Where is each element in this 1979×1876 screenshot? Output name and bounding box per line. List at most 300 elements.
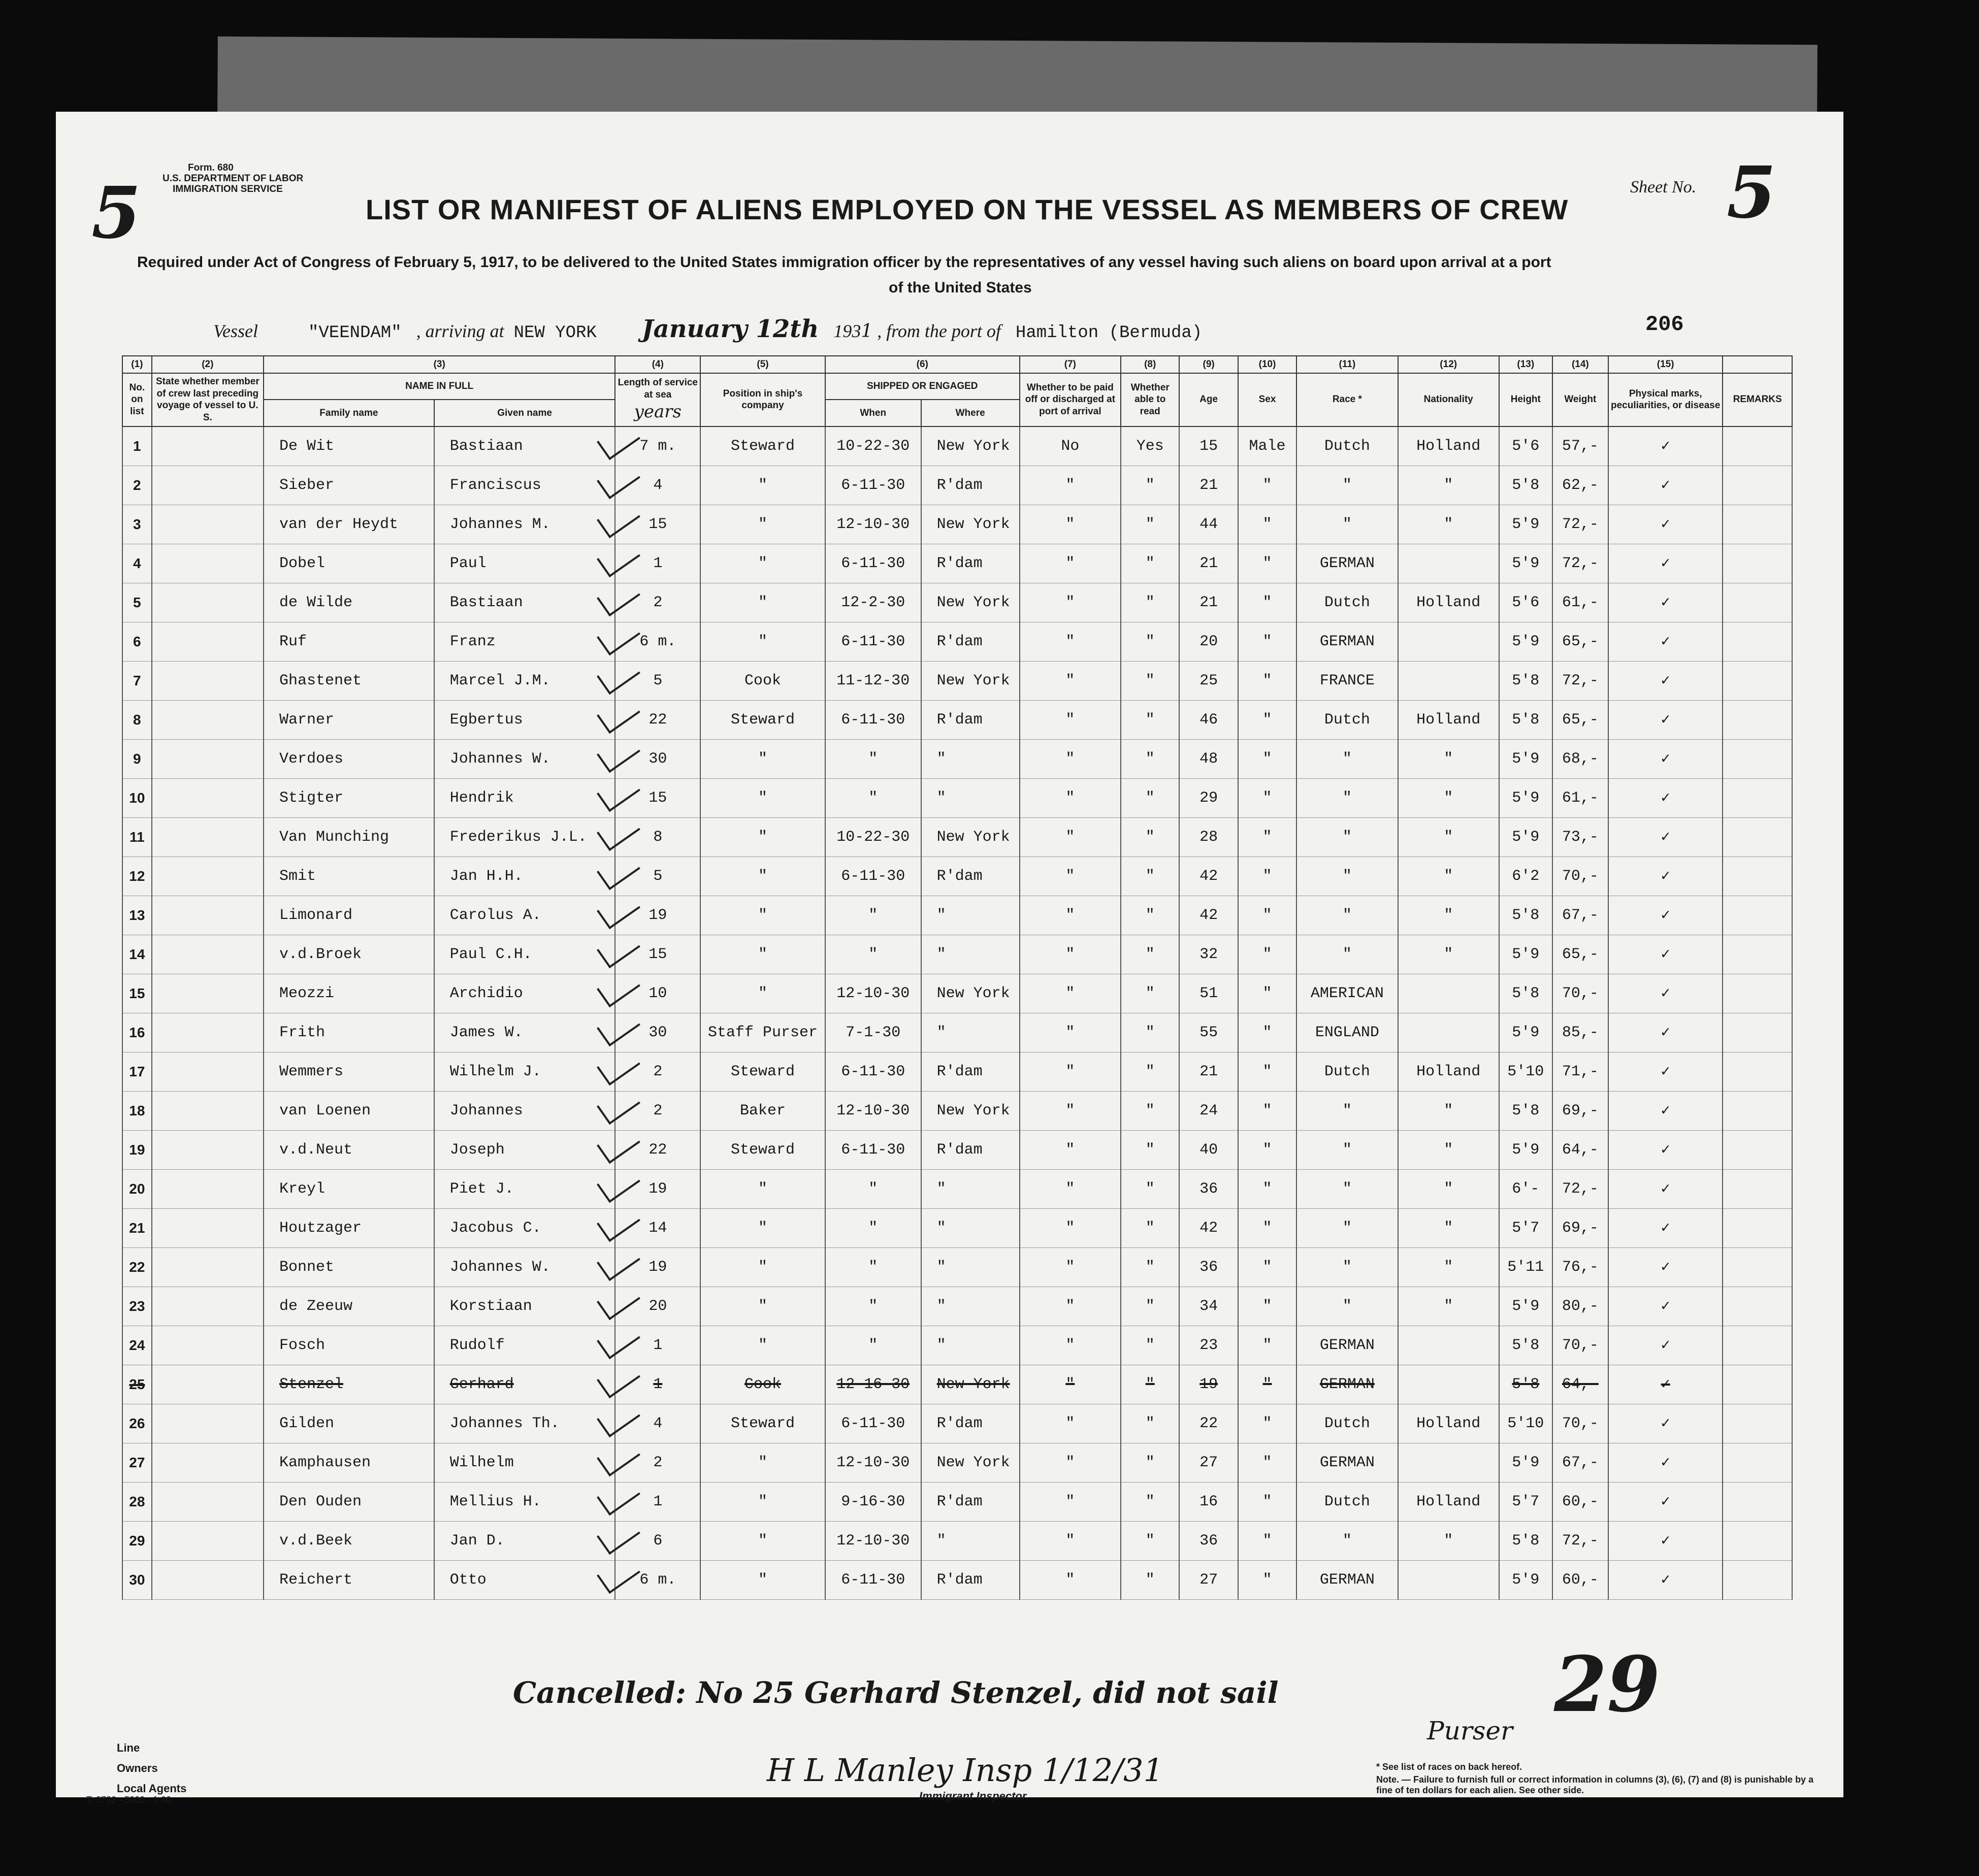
- col-num-2: (2): [152, 356, 264, 373]
- cell-where: R'dam: [921, 1052, 1020, 1091]
- cell-race: ": [1296, 505, 1398, 544]
- cell-read: ": [1121, 1404, 1179, 1443]
- header-where: Where: [921, 400, 1020, 426]
- cell-when: 6-11-30: [825, 1560, 921, 1599]
- cell-sex: ": [1238, 1365, 1296, 1404]
- cell-blank: [152, 426, 264, 466]
- cell-blank: [152, 1130, 264, 1169]
- cell-phys: ✓: [1608, 661, 1723, 700]
- cell-rem: [1723, 1326, 1792, 1365]
- cell-race: ": [1296, 935, 1398, 974]
- cell-race: Dutch: [1296, 700, 1398, 739]
- cell-weight: 70,-: [1552, 857, 1608, 896]
- table-row: [122, 622, 1792, 661]
- header-length-of-service: Length of service at sea years: [615, 373, 700, 426]
- cell-read: ": [1121, 622, 1179, 661]
- cell-weight: 65,-: [1552, 935, 1608, 974]
- cell-rem: [1723, 1560, 1792, 1599]
- cell-position: Cook: [700, 1365, 825, 1404]
- cell-service: 8: [615, 817, 700, 857]
- cell-position: ": [700, 1482, 825, 1521]
- cell-position: ": [700, 739, 825, 778]
- cell-height: 5'9: [1499, 544, 1552, 583]
- cell-no: 16: [122, 1013, 152, 1052]
- cell-paid: ": [1020, 1521, 1121, 1560]
- cell-no: 21: [122, 1208, 152, 1247]
- cell-position: ": [700, 935, 825, 974]
- cell-blank: [152, 1326, 264, 1365]
- cell-nationality: [1398, 974, 1499, 1013]
- cell-family: v.d.Neut: [264, 1130, 434, 1169]
- cell-nationality: ": [1398, 1130, 1499, 1169]
- cell-rem: [1723, 700, 1792, 739]
- cell-phys: ✓: [1608, 1208, 1723, 1247]
- cell-family: Limonard: [264, 896, 434, 935]
- arriving-label: , arriving at: [416, 321, 504, 341]
- cell-read: ": [1121, 739, 1179, 778]
- vessel-line: [213, 315, 1202, 343]
- cell-height: 5'6: [1499, 426, 1552, 466]
- cell-read: ": [1121, 1052, 1179, 1091]
- cell-service: 2: [615, 1443, 700, 1482]
- cell-service: 6 m.: [615, 622, 700, 661]
- cell-paid: ": [1020, 700, 1121, 739]
- cell-weight: 67,-: [1552, 896, 1608, 935]
- cell-paid: ": [1020, 739, 1121, 778]
- cell-position: Steward: [700, 700, 825, 739]
- cell-nationality: Holland: [1398, 426, 1499, 466]
- cell-family: Sieber: [264, 466, 434, 505]
- cell-race: ": [1296, 896, 1398, 935]
- cell-position: Staff Purser: [700, 1013, 825, 1052]
- cell-position: ": [700, 544, 825, 583]
- cell-when: 10-22-30: [825, 426, 921, 466]
- cell-family: Ruf: [264, 622, 434, 661]
- cell-blank: [152, 935, 264, 974]
- cell-no: 24: [122, 1326, 152, 1365]
- cell-weight: 70,-: [1552, 1326, 1608, 1365]
- cell-service: 20: [615, 1287, 700, 1326]
- col-num-3: (3): [264, 356, 615, 373]
- cell-read: ": [1121, 1521, 1179, 1560]
- cell-paid: ": [1020, 896, 1121, 935]
- cell-height: 5'9: [1499, 935, 1552, 974]
- cell-phys: ✓: [1608, 1247, 1723, 1287]
- cell-where: New York: [921, 1091, 1020, 1130]
- cell-height: 6'-: [1499, 1169, 1552, 1208]
- col-num-4: (4): [615, 356, 700, 373]
- cell-when: 6-11-30: [825, 544, 921, 583]
- cell-where: ": [921, 1169, 1020, 1208]
- cell-service: 30: [615, 739, 700, 778]
- cell-phys: ✓: [1608, 1365, 1723, 1404]
- cell-phys: ✓: [1608, 739, 1723, 778]
- cell-read: ": [1121, 1482, 1179, 1521]
- cell-phys: ✓: [1608, 1013, 1723, 1052]
- table-row: [122, 1247, 1792, 1287]
- cell-no: 30: [122, 1560, 152, 1599]
- cell-given: Egbertus: [434, 700, 615, 739]
- cell-sex: ": [1238, 1443, 1296, 1482]
- cell-where: New York: [921, 426, 1020, 466]
- cell-rem: [1723, 1521, 1792, 1560]
- cell-when: 6-11-30: [825, 1130, 921, 1169]
- cell-age: 16: [1179, 1482, 1238, 1521]
- cell-paid: ": [1020, 1443, 1121, 1482]
- cell-paid: ": [1020, 1208, 1121, 1247]
- cell-no: 18: [122, 1091, 152, 1130]
- cell-when: 12-10-30: [825, 974, 921, 1013]
- cell-paid: ": [1020, 1560, 1121, 1599]
- cell-service: 14: [615, 1208, 700, 1247]
- cell-blank: [152, 1521, 264, 1560]
- col-num-13: (13): [1499, 356, 1552, 373]
- cell-given: James W.: [434, 1013, 615, 1052]
- table-row: [122, 1365, 1792, 1404]
- cell-when: ": [825, 1247, 921, 1287]
- cell-race: ENGLAND: [1296, 1013, 1398, 1052]
- cell-age: 36: [1179, 1521, 1238, 1560]
- cell-where: ": [921, 1208, 1020, 1247]
- col-num-5: (5): [700, 356, 825, 373]
- cell-rem: [1723, 466, 1792, 505]
- cell-where: R'dam: [921, 1404, 1020, 1443]
- cell-nationality: Holland: [1398, 700, 1499, 739]
- col-num-9: (9): [1179, 356, 1238, 373]
- cell-where: ": [921, 778, 1020, 817]
- cell-position: Baker: [700, 1091, 825, 1130]
- cell-phys: ✓: [1608, 426, 1723, 466]
- header-remarks: REMARKS: [1723, 373, 1792, 426]
- cell-nationality: ": [1398, 505, 1499, 544]
- cell-given: Johannes M.: [434, 505, 615, 544]
- cell-no: 28: [122, 1482, 152, 1521]
- table-row: [122, 1169, 1792, 1208]
- col-num-8: (8): [1121, 356, 1179, 373]
- cell-race: GERMAN: [1296, 1443, 1398, 1482]
- header-given-name: Given name: [434, 400, 615, 426]
- cell-age: 42: [1179, 896, 1238, 935]
- cell-height: 5'10: [1499, 1404, 1552, 1443]
- cell-no: 25: [122, 1365, 152, 1404]
- sheet-number: 5: [1727, 151, 1776, 235]
- cell-weight: 65,-: [1552, 622, 1608, 661]
- cell-height: 5'8: [1499, 1365, 1552, 1404]
- cell-no: 19: [122, 1130, 152, 1169]
- cell-paid: ": [1020, 935, 1121, 974]
- service-name: IMMIGRATION SERVICE: [173, 184, 283, 194]
- cell-no: 26: [122, 1404, 152, 1443]
- col-num-12: (12): [1398, 356, 1499, 373]
- cell-family: Ghastenet: [264, 661, 434, 700]
- cell-paid: ": [1020, 505, 1121, 544]
- cell-no: 4: [122, 544, 152, 583]
- table-row: [122, 661, 1792, 700]
- cell-family: Smit: [264, 857, 434, 896]
- column-header-row: [122, 373, 1792, 400]
- cell-blank: [152, 739, 264, 778]
- cell-rem: [1723, 935, 1792, 974]
- cell-blank: [152, 622, 264, 661]
- cell-where: R'dam: [921, 544, 1020, 583]
- cell-service: 15: [615, 935, 700, 974]
- cell-height: 5'9: [1499, 817, 1552, 857]
- cell-position: ": [700, 817, 825, 857]
- cell-given: Johannes W.: [434, 1247, 615, 1287]
- cell-read: ": [1121, 1365, 1179, 1404]
- table-row: [122, 1482, 1792, 1521]
- cell-race: ": [1296, 1521, 1398, 1560]
- table-row: [122, 1130, 1792, 1169]
- cell-height: 5'10: [1499, 1052, 1552, 1091]
- cell-service: 19: [615, 896, 700, 935]
- cell-family: Warner: [264, 700, 434, 739]
- cell-phys: ✓: [1608, 622, 1723, 661]
- cell-sex: ": [1238, 1247, 1296, 1287]
- cell-where: New York: [921, 505, 1020, 544]
- cell-paid: ": [1020, 1091, 1121, 1130]
- cell-nationality: ": [1398, 1247, 1499, 1287]
- cell-nationality: ": [1398, 857, 1499, 896]
- header-name-in-full: NAME IN FULL: [264, 373, 615, 400]
- cell-where: ": [921, 1326, 1020, 1365]
- cell-given: Mellius H.: [434, 1482, 615, 1521]
- cell-height: 5'8: [1499, 661, 1552, 700]
- cell-blank: [152, 817, 264, 857]
- cell-sex: ": [1238, 544, 1296, 583]
- cell-phys: ✓: [1608, 974, 1723, 1013]
- cell-race: GERMAN: [1296, 622, 1398, 661]
- table-row: [122, 1560, 1792, 1599]
- cell-age: 55: [1179, 1013, 1238, 1052]
- cell-rem: [1723, 426, 1792, 466]
- table-row: [122, 1052, 1792, 1091]
- cell-paid: ": [1020, 1287, 1121, 1326]
- table-row: [122, 583, 1792, 622]
- cell-race: ": [1296, 857, 1398, 896]
- cell-position: ": [700, 1208, 825, 1247]
- cell-paid: ": [1020, 1052, 1121, 1091]
- cell-sex: ": [1238, 583, 1296, 622]
- cell-height: 6'2: [1499, 857, 1552, 896]
- cell-race: GERMAN: [1296, 1365, 1398, 1404]
- cell-where: New York: [921, 1443, 1020, 1482]
- cell-given: Bastiaan: [434, 426, 615, 466]
- cell-weight: 60,-: [1552, 1482, 1608, 1521]
- cell-race: ": [1296, 1208, 1398, 1247]
- cell-rem: [1723, 505, 1792, 544]
- table-row: [122, 739, 1792, 778]
- cell-nationality: ": [1398, 739, 1499, 778]
- cell-rem: [1723, 622, 1792, 661]
- cell-where: R'dam: [921, 857, 1020, 896]
- cell-family: Fosch: [264, 1326, 434, 1365]
- cell-paid: ": [1020, 466, 1121, 505]
- cell-age: 36: [1179, 1247, 1238, 1287]
- table-row: [122, 544, 1792, 583]
- cell-phys: ✓: [1608, 1091, 1723, 1130]
- cell-blank: [152, 1443, 264, 1482]
- year-prefix: 193: [833, 321, 861, 341]
- cell-when: 10-22-30: [825, 817, 921, 857]
- cell-weight: 70,-: [1552, 1404, 1608, 1443]
- cell-no: 12: [122, 857, 152, 896]
- cell-rem: [1723, 1404, 1792, 1443]
- cell-phys: ✓: [1608, 1130, 1723, 1169]
- cell-phys: ✓: [1608, 505, 1723, 544]
- table-row: [122, 1521, 1792, 1560]
- cell-nationality: Holland: [1398, 1052, 1499, 1091]
- cell-service: 1: [615, 1482, 700, 1521]
- cell-phys: ✓: [1608, 1052, 1723, 1091]
- cell-family: de Zeeuw: [264, 1287, 434, 1326]
- cell-rem: [1723, 739, 1792, 778]
- cell-sex: ": [1238, 1208, 1296, 1247]
- cell-sex: ": [1238, 1091, 1296, 1130]
- cell-age: 15: [1179, 426, 1238, 466]
- cell-when: 6-11-30: [825, 1404, 921, 1443]
- cell-position: ": [700, 778, 825, 817]
- cell-race: GERMAN: [1296, 1326, 1398, 1365]
- cell-no: 23: [122, 1287, 152, 1326]
- cell-family: De Wit: [264, 426, 434, 466]
- cell-service: 6: [615, 1521, 700, 1560]
- cell-blank: [152, 1052, 264, 1091]
- cell-height: 5'8: [1499, 974, 1552, 1013]
- department-block: [163, 162, 303, 194]
- cell-read: ": [1121, 661, 1179, 700]
- cell-paid: ": [1020, 1013, 1121, 1052]
- inspector-signature: H L Manley Insp 1/12/31: [767, 1752, 1163, 1789]
- cell-height: 5'8: [1499, 466, 1552, 505]
- col-num-11: (11): [1296, 356, 1398, 373]
- cell-height: 5'9: [1499, 622, 1552, 661]
- table-row: [122, 857, 1792, 896]
- cell-race: Dutch: [1296, 1052, 1398, 1091]
- header-when: When: [825, 400, 921, 426]
- cell-service: 1: [615, 1326, 700, 1365]
- cell-weight: 70,-: [1552, 974, 1608, 1013]
- cell-rem: [1723, 1247, 1792, 1287]
- cell-race: ": [1296, 1247, 1398, 1287]
- cell-where: New York: [921, 974, 1020, 1013]
- cell-race: ": [1296, 1091, 1398, 1130]
- cell-phys: ✓: [1608, 1560, 1723, 1599]
- table-row: [122, 1287, 1792, 1326]
- page-title: LIST OR MANIFEST OF ALIENS EMPLOYED ON THE VESSEL AS MEMBERS OF CREW: [366, 193, 1569, 225]
- cell-paid: ": [1020, 974, 1121, 1013]
- cell-weight: 80,-: [1552, 1287, 1608, 1326]
- cell-age: 42: [1179, 857, 1238, 896]
- cell-weight: 69,-: [1552, 1208, 1608, 1247]
- cell-height: 5'6: [1499, 583, 1552, 622]
- cell-when: 6-11-30: [825, 466, 921, 505]
- cell-given: Piet J.: [434, 1169, 615, 1208]
- form-number: Form. 680: [188, 162, 234, 173]
- cell-age: 23: [1179, 1326, 1238, 1365]
- cell-blank: [152, 896, 264, 935]
- cell-age: 21: [1179, 583, 1238, 622]
- col-num-1: (1): [122, 356, 152, 373]
- cell-where: ": [921, 1287, 1020, 1326]
- cell-nationality: ": [1398, 778, 1499, 817]
- cell-where: ": [921, 1521, 1020, 1560]
- cell-position: ": [700, 1169, 825, 1208]
- cell-when: 12-16-30: [825, 1365, 921, 1404]
- cell-family: de Wilde: [264, 583, 434, 622]
- cell-phys: ✓: [1608, 896, 1723, 935]
- cell-family: van der Heydt: [264, 505, 434, 544]
- table-row: [122, 1404, 1792, 1443]
- cell-weight: 61,-: [1552, 778, 1608, 817]
- cell-height: 5'9: [1499, 505, 1552, 544]
- cell-blank: [152, 1169, 264, 1208]
- cell-nationality: [1398, 544, 1499, 583]
- cell-phys: ✓: [1608, 544, 1723, 583]
- cell-age: 20: [1179, 622, 1238, 661]
- cell-rem: [1723, 1482, 1792, 1521]
- cell-service: 30: [615, 1013, 700, 1052]
- cell-race: ": [1296, 1169, 1398, 1208]
- col-num-7: (7): [1020, 356, 1121, 373]
- cell-no: 20: [122, 1169, 152, 1208]
- cell-given: Jan D.: [434, 1521, 615, 1560]
- cell-height: 5'9: [1499, 739, 1552, 778]
- table-row: [122, 1091, 1792, 1130]
- cell-weight: 72,-: [1552, 661, 1608, 700]
- cell-paid: ": [1020, 544, 1121, 583]
- cell-age: 48: [1179, 739, 1238, 778]
- cell-sex: ": [1238, 1482, 1296, 1521]
- cell-position: ": [700, 896, 825, 935]
- years-handwritten: years: [634, 401, 682, 422]
- cell-family: Stigter: [264, 778, 434, 817]
- cell-family: Houtzager: [264, 1208, 434, 1247]
- cell-when: 7-1-30: [825, 1013, 921, 1052]
- cell-paid: ": [1020, 1247, 1121, 1287]
- cell-when: 12-10-30: [825, 1521, 921, 1560]
- table-row: [122, 505, 1792, 544]
- cell-given: Franz: [434, 622, 615, 661]
- cell-age: 28: [1179, 817, 1238, 857]
- cell-given: Marcel J.M.: [434, 661, 615, 700]
- header-weight: Weight: [1552, 373, 1608, 426]
- cell-sex: ": [1238, 466, 1296, 505]
- cell-position: ": [700, 974, 825, 1013]
- cell-age: 51: [1179, 974, 1238, 1013]
- races-note: * See list of races on back hereof.: [1376, 1762, 1522, 1772]
- cell-given: Jacobus C.: [434, 1208, 615, 1247]
- cell-where: R'dam: [921, 622, 1020, 661]
- stamp-number: 206: [1645, 312, 1684, 337]
- cell-when: ": [825, 1287, 921, 1326]
- cell-height: 5'8: [1499, 700, 1552, 739]
- cell-where: ": [921, 896, 1020, 935]
- cell-when: 12-10-30: [825, 1443, 921, 1482]
- cell-read: ": [1121, 1326, 1179, 1365]
- cell-no: 13: [122, 896, 152, 935]
- cell-race: Dutch: [1296, 583, 1398, 622]
- cell-position: ": [700, 1521, 825, 1560]
- cell-blank: [152, 544, 264, 583]
- cell-when: 6-11-30: [825, 1052, 921, 1091]
- cell-rem: [1723, 1013, 1792, 1052]
- cell-family: v.d.Beek: [264, 1521, 434, 1560]
- cell-height: 5'9: [1499, 1287, 1552, 1326]
- cell-service: 15: [615, 778, 700, 817]
- cell-read: ": [1121, 778, 1179, 817]
- cell-weight: 67,-: [1552, 1443, 1608, 1482]
